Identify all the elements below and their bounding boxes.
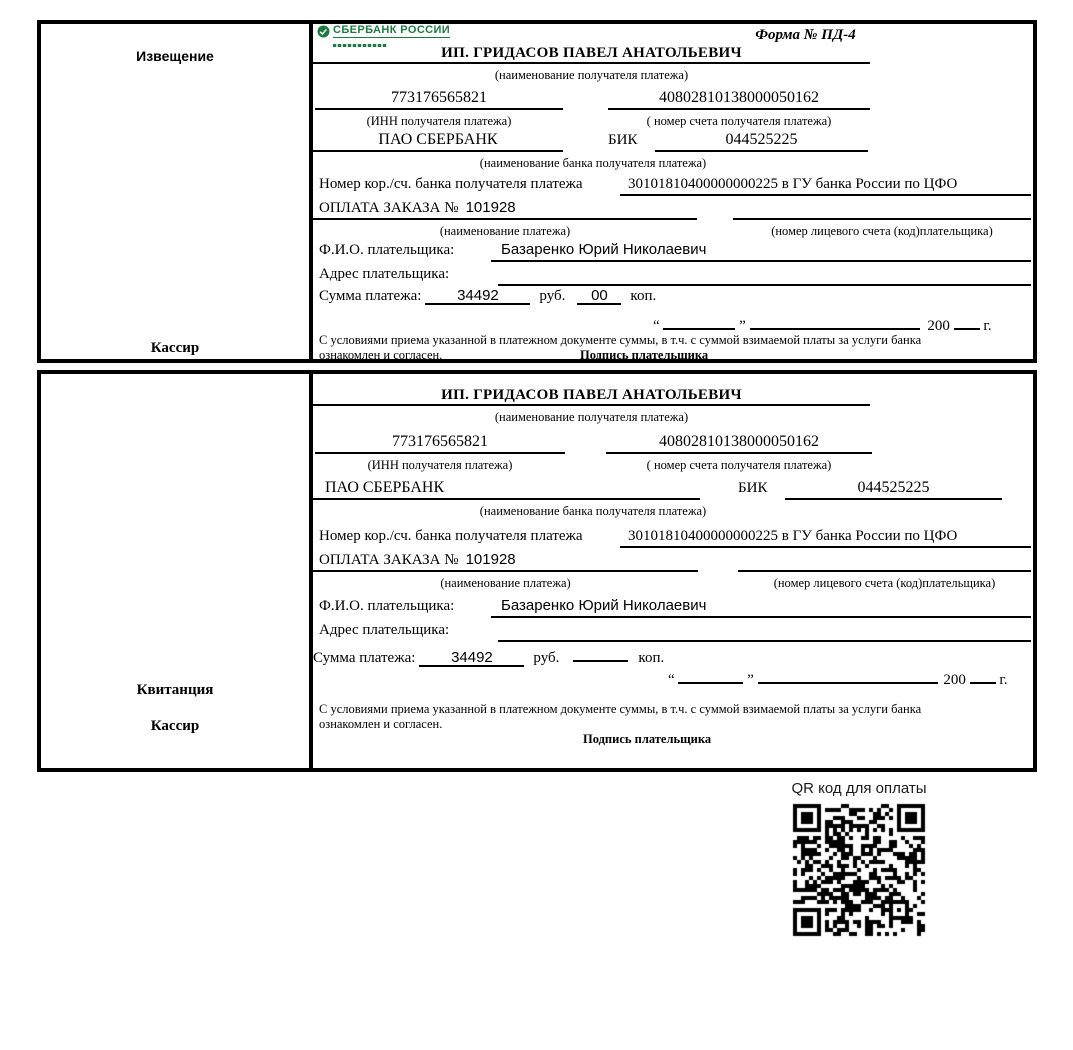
- receipt-personal-account-hint: (номер лицевого счета (код)плательщика): [773, 576, 996, 590]
- notice-address-blank: [498, 264, 1031, 286]
- notice-section: [37, 20, 1037, 363]
- receipt-address-blank: [498, 620, 1031, 642]
- receipt-right-column: [313, 374, 1033, 768]
- receipt-inn-hint: (ИНН получателя платежа): [367, 458, 513, 472]
- receipt-year-suffix: г.: [999, 672, 1008, 688]
- notice-agreement-line2: ознакомлен и согласен.: [319, 348, 443, 362]
- notice-inn-hint: (ИНН получателя платежа): [366, 114, 512, 128]
- notice-agreement-line1: С условиями приема указанной в платежном документе суммы, в т.ч. с суммой взимаемой платы за услуги банка: [319, 333, 922, 347]
- notice-address-label: Адрес плательщика:: [319, 266, 450, 282]
- notice-quote-open: “: [653, 318, 660, 334]
- receipt-section: [37, 370, 1037, 772]
- notice-inn-value: 773176565821: [315, 88, 563, 110]
- receipt-cashier-label: Кассир: [150, 718, 200, 734]
- notice-amount-label: Сумма платежа:: [319, 288, 422, 304]
- receipt-bik-value: 044525225: [785, 478, 1002, 500]
- notice-payer-name: Базаренко Юрий Николаевич: [491, 240, 1031, 262]
- notice-fio-label: Ф.И.О. плательщика:: [319, 242, 455, 258]
- receipt-personal-account-blank: [738, 550, 1031, 572]
- receipt-year-blank: [970, 666, 996, 684]
- receipt-payer-name: Базаренко Юрий Николаевич: [491, 596, 1031, 618]
- form-type-label: Форма № ПД-4: [755, 27, 856, 43]
- receipt-amount-rub-value: 34492: [419, 649, 524, 667]
- receipt-corr-value: 30101810400000000225 в ГУ банка России по ЦФО: [620, 526, 1031, 548]
- notice-amount-rub-value: 34492: [425, 287, 530, 305]
- receipt-purpose-line: [313, 550, 698, 572]
- receipt-rub-label: руб.: [533, 650, 560, 666]
- notice-corr-label: Номер кор./сч. банка получателя платежа: [319, 176, 583, 192]
- receipt-quote-open: “: [668, 672, 675, 688]
- notice-purpose-prefix: ОПЛАТА ЗАКАЗА №: [319, 200, 459, 216]
- receipt-agreement-line2: ознакомлен и согласен.: [319, 717, 443, 731]
- notice-quote-close: ”: [739, 318, 746, 334]
- sberbank-logo-text: СБЕРБАНК РОССИИ: [333, 24, 451, 36]
- receipt-title: Квитанция: [136, 682, 214, 698]
- receipt-quote-close: ”: [747, 672, 754, 688]
- receipt-kop-label: коп.: [638, 650, 665, 666]
- notice-account-value: 40802810138000050162: [608, 88, 870, 110]
- notice-amount-row: [319, 286, 656, 308]
- qr-block: [784, 780, 934, 937]
- receipt-bank-name: ПАО СБЕРБАНК: [313, 478, 700, 500]
- notice-personal-account-hint: (номер лицевого счета (код)плательщика): [771, 224, 993, 238]
- receipt-day-blank: [678, 666, 743, 684]
- receipt-account-hint: ( номер счета получателя платежа): [646, 458, 832, 472]
- notice-day-blank: [663, 312, 735, 330]
- notice-payee-hint: (наименование получателя платежа): [494, 68, 689, 82]
- receipt-bik-label: БИК: [738, 480, 768, 496]
- receipt-purpose-prefix: ОПЛАТА ЗАКАЗА №: [319, 552, 459, 568]
- notice-personal-account-blank: [733, 198, 1031, 220]
- notice-account-hint: ( номер счета получателя платежа): [646, 114, 832, 128]
- receipt-payee-hint: (наименование получателя платежа): [494, 410, 689, 424]
- receipt-corr-label: Номер кор./сч. банка получателя платежа: [319, 528, 583, 544]
- notice-rub-label: руб.: [539, 288, 566, 304]
- receipt-address-label: Адрес плательщика:: [319, 622, 450, 638]
- notice-month-blank: [750, 312, 920, 330]
- receipt-inn-value: 773176565821: [315, 432, 565, 454]
- receipt-purpose-hint: (наименование платежа): [440, 576, 571, 590]
- sberbank-logo-icon: [317, 25, 330, 38]
- receipt-amount-row: [313, 644, 664, 666]
- notice-kop-label: коп.: [630, 288, 657, 304]
- receipt-account-value: 40802810138000050162: [606, 432, 872, 454]
- notice-year-suffix: г.: [983, 318, 992, 334]
- receipt-year-prefix: 200: [943, 672, 966, 688]
- qr-code: [792, 803, 926, 937]
- receipt-payee-name: ИП. ГРИДАСОВ ПАВЕЛ АНАТОЛЬЕВИЧ: [313, 384, 870, 406]
- qr-caption: QR код для оплаты: [791, 780, 927, 797]
- receipt-amount-kop-blank: [573, 644, 628, 662]
- receipt-fio-label: Ф.И.О. плательщика:: [319, 598, 455, 614]
- notice-left-column: [41, 24, 313, 359]
- notice-bank-name: ПАО СБЕРБАНК: [313, 130, 563, 152]
- notice-bank-hint: (наименование банка получателя платежа): [479, 156, 707, 170]
- receipt-bank-hint: (наименование банка получателя платежа): [479, 504, 707, 518]
- notice-purpose-hint: (наименование платежа): [439, 224, 571, 238]
- notice-year-blank: [954, 312, 980, 330]
- receipt-signature-label: Подпись плательщика: [583, 732, 712, 746]
- notice-year-prefix: 200: [927, 318, 950, 334]
- receipt-left-column: [41, 374, 313, 768]
- notice-payee-name: ИП. ГРИДАСОВ ПАВЕЛ АНАТОЛЬЕВИЧ: [313, 42, 870, 64]
- notice-corr-value: 30101810400000000225 в ГУ банка России по ЦФО: [620, 174, 1031, 196]
- receipt-amount-label: Сумма платежа:: [313, 650, 416, 666]
- receipt-agreement-line1: С условиями приема указанной в платежном документе суммы, в т.ч. с суммой взимаемой платы за услуги банка: [319, 702, 922, 716]
- receipt-date-row: [668, 666, 1008, 688]
- notice-order-number: 101928: [465, 199, 516, 216]
- notice-purpose-line: [313, 198, 697, 220]
- receipt-month-blank: [758, 666, 938, 684]
- notice-amount-kop-value: 00: [577, 287, 621, 305]
- notice-date-row: [653, 312, 992, 334]
- receipt-order-number: 101928: [465, 551, 516, 568]
- notice-title: Извещение: [136, 48, 214, 64]
- notice-signature-label: Подпись плательщика: [580, 348, 709, 362]
- notice-bik-label: БИК: [608, 132, 638, 148]
- notice-right-column: [313, 24, 1033, 362]
- notice-cashier-label: Кассир: [150, 340, 200, 356]
- notice-bik-value: 044525225: [655, 130, 868, 152]
